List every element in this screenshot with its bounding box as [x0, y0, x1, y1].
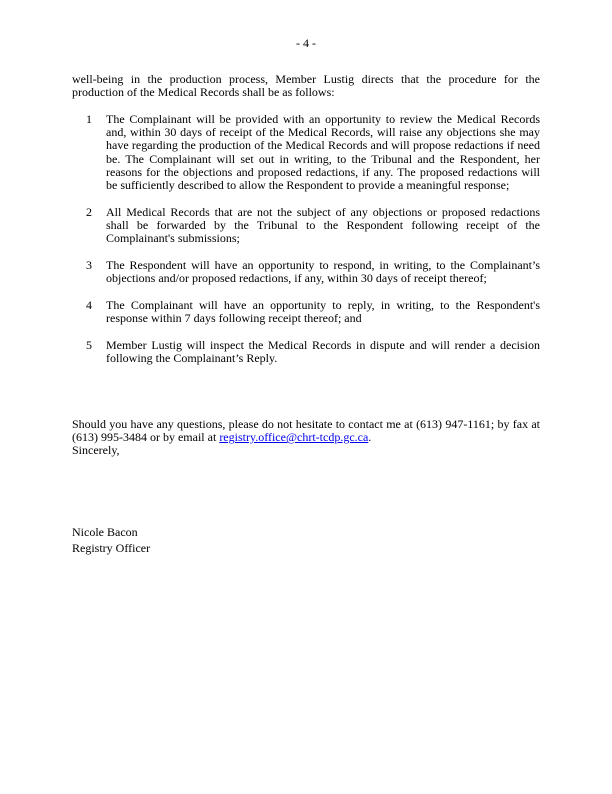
page-number: - 4 -	[296, 36, 316, 50]
closing-paragraph	[72, 418, 540, 444]
list-item-text: The Respondent will have an opportunity to respond, in writing, to the Complainant’s objections and/or proposed redactions, if any, within 30 days of receipt thereof;	[106, 258, 540, 286]
list-item	[86, 338, 540, 366]
signature-block	[72, 524, 150, 556]
signer-name: Nicole Bacon	[72, 525, 138, 539]
list-item	[86, 258, 540, 286]
closing-text: Should you have any questions, please do not hesitate to contact me at (613) 947-1161; by fax at (613) 995-3484 or by email at	[72, 417, 540, 445]
list-item-number: 2	[86, 204, 92, 219]
list-item-number: 3	[86, 258, 92, 273]
list-item-number: 4	[86, 298, 92, 313]
list-item-text: Member Lustig will inspect the Medical Records in dispute and will render a decision following the Complainant’s Reply.	[106, 338, 540, 366]
list-item-text: The Complainant will have an opportunity to reply, in writing, to the Respondent's response within 7 days following receipt thereof; and	[106, 298, 540, 326]
list-item	[86, 204, 540, 246]
list-item-number: 5	[86, 338, 92, 353]
list-item-text: All Medical Records that are not the subject of any objections or proposed redactions shall be forwarded by the Tribunal to the Respondent following receipt of the Complainant's submissions;	[106, 204, 540, 246]
signer-title: Registry Officer	[72, 541, 151, 555]
procedure-list	[86, 112, 540, 379]
salutation: Sincerely,	[72, 443, 120, 457]
list-item-number: 1	[86, 112, 92, 126]
email-link[interactable]: registry.office@chrt-tcdp.gc.ca	[219, 430, 369, 445]
list-item	[86, 298, 540, 326]
intro-paragraph: well-being in the production process, Member Lustig directs that the procedure for the production of the Medical Records shall be as follows:	[72, 72, 540, 100]
closing-period: .	[368, 430, 372, 445]
list-item	[86, 112, 540, 193]
list-item-text: The Complainant will be provided with an opportunity to review the Medical Records and, within 30 days of receipt of the Medical Records, will raise any objections she may have regarding the production of the Medical Records and will propose redactions if need be. The Complainant will set out in writing, to the Tribunal and the Respondent, her reasons for the objections and proposed redactions, if any. The proposed redactions will be sufficiently described to allow the Respondent to provide a meaningful response;	[106, 112, 540, 193]
